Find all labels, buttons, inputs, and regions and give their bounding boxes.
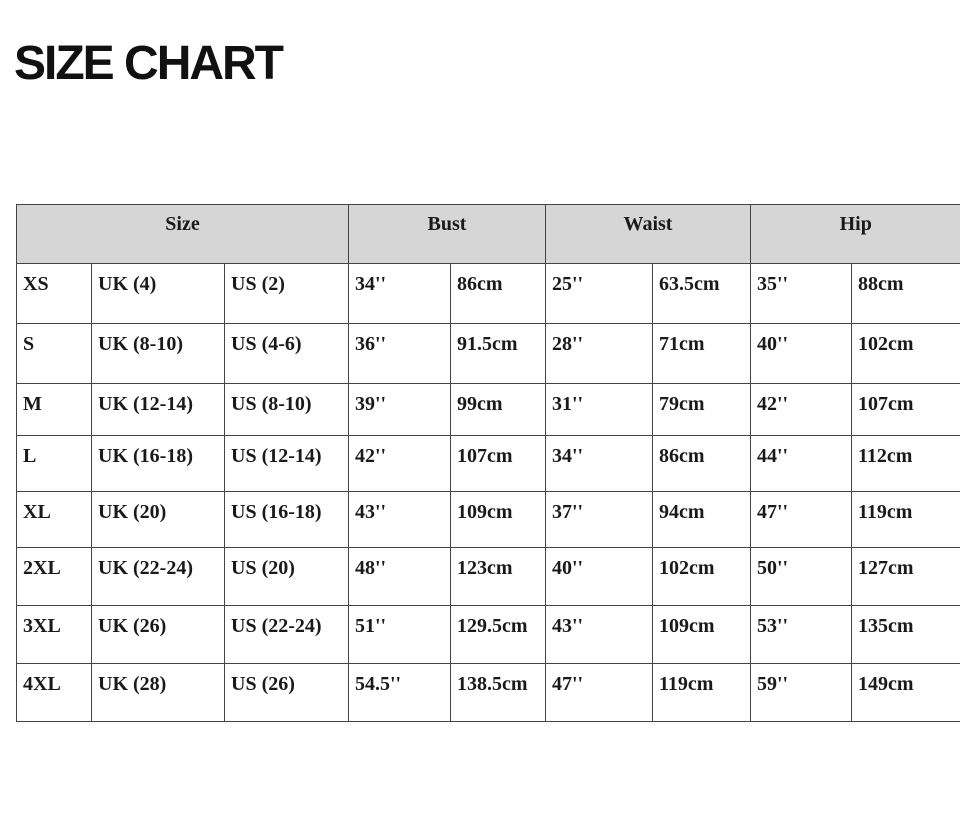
hip-inches-cell: 35'' xyxy=(751,264,852,324)
waist-inches-cell: 25'' xyxy=(546,264,653,324)
table-row xyxy=(17,436,960,492)
size-label-cell: L xyxy=(17,436,92,492)
size-label-cell: 2XL xyxy=(17,548,92,606)
hip-cm-cell: 119cm xyxy=(852,492,960,548)
table-row xyxy=(17,664,960,722)
hip-cm-cell: 112cm xyxy=(852,436,960,492)
waist-inches-cell: 47'' xyxy=(546,664,653,722)
size-label-cell: XS xyxy=(17,264,92,324)
bust-cm-cell: 99cm xyxy=(451,384,546,436)
hip-inches-cell: 53'' xyxy=(751,606,852,664)
uk-size-cell: UK (4) xyxy=(92,264,225,324)
header-hip: Hip xyxy=(751,205,960,264)
hip-inches-cell: 47'' xyxy=(751,492,852,548)
us-size-cell: US (20) xyxy=(225,548,349,606)
hip-cm-cell: 135cm xyxy=(852,606,960,664)
bust-inches-cell: 48'' xyxy=(349,548,451,606)
size-label-cell: S xyxy=(17,324,92,384)
hip-inches-cell: 42'' xyxy=(751,384,852,436)
header-size: Size xyxy=(17,205,349,264)
waist-inches-cell: 43'' xyxy=(546,606,653,664)
size-label-cell: M xyxy=(17,384,92,436)
bust-inches-cell: 42'' xyxy=(349,436,451,492)
waist-cm-cell: 94cm xyxy=(653,492,751,548)
table-header-row xyxy=(17,205,960,264)
waist-cm-cell: 86cm xyxy=(653,436,751,492)
bust-cm-cell: 91.5cm xyxy=(451,324,546,384)
uk-size-cell: UK (22-24) xyxy=(92,548,225,606)
uk-size-cell: UK (12-14) xyxy=(92,384,225,436)
us-size-cell: US (26) xyxy=(225,664,349,722)
hip-inches-cell: 50'' xyxy=(751,548,852,606)
bust-inches-cell: 54.5'' xyxy=(349,664,451,722)
waist-cm-cell: 102cm xyxy=(653,548,751,606)
bust-inches-cell: 36'' xyxy=(349,324,451,384)
hip-cm-cell: 88cm xyxy=(852,264,960,324)
hip-cm-cell: 149cm xyxy=(852,664,960,722)
us-size-cell: US (8-10) xyxy=(225,384,349,436)
waist-cm-cell: 63.5cm xyxy=(653,264,751,324)
bust-cm-cell: 123cm xyxy=(451,548,546,606)
waist-inches-cell: 34'' xyxy=(546,436,653,492)
bust-cm-cell: 138.5cm xyxy=(451,664,546,722)
hip-inches-cell: 59'' xyxy=(751,664,852,722)
hip-cm-cell: 127cm xyxy=(852,548,960,606)
table-row xyxy=(17,324,960,384)
waist-inches-cell: 28'' xyxy=(546,324,653,384)
uk-size-cell: UK (20) xyxy=(92,492,225,548)
us-size-cell: US (4-6) xyxy=(225,324,349,384)
waist-inches-cell: 31'' xyxy=(546,384,653,436)
us-size-cell: US (16-18) xyxy=(225,492,349,548)
us-size-cell: US (12-14) xyxy=(225,436,349,492)
bust-inches-cell: 43'' xyxy=(349,492,451,548)
header-bust: Bust xyxy=(349,205,546,264)
bust-cm-cell: 129.5cm xyxy=(451,606,546,664)
bust-inches-cell: 39'' xyxy=(349,384,451,436)
bust-inches-cell: 51'' xyxy=(349,606,451,664)
page-title: SIZE CHART xyxy=(14,37,282,90)
waist-cm-cell: 109cm xyxy=(653,606,751,664)
uk-size-cell: UK (26) xyxy=(92,606,225,664)
waist-cm-cell: 119cm xyxy=(653,664,751,722)
table-row xyxy=(17,548,960,606)
table-row xyxy=(17,264,960,324)
us-size-cell: US (22-24) xyxy=(225,606,349,664)
hip-cm-cell: 107cm xyxy=(852,384,960,436)
uk-size-cell: UK (28) xyxy=(92,664,225,722)
size-label-cell: 4XL xyxy=(17,664,92,722)
size-chart-table xyxy=(16,204,960,722)
waist-inches-cell: 37'' xyxy=(546,492,653,548)
uk-size-cell: UK (8-10) xyxy=(92,324,225,384)
table-row xyxy=(17,384,960,436)
table-row xyxy=(17,492,960,548)
bust-cm-cell: 109cm xyxy=(451,492,546,548)
hip-cm-cell: 102cm xyxy=(852,324,960,384)
uk-size-cell: UK (16-18) xyxy=(92,436,225,492)
size-label-cell: 3XL xyxy=(17,606,92,664)
bust-inches-cell: 34'' xyxy=(349,264,451,324)
bust-cm-cell: 107cm xyxy=(451,436,546,492)
bust-cm-cell: 86cm xyxy=(451,264,546,324)
hip-inches-cell: 40'' xyxy=(751,324,852,384)
table-body xyxy=(17,264,960,722)
us-size-cell: US (2) xyxy=(225,264,349,324)
size-label-cell: XL xyxy=(17,492,92,548)
waist-cm-cell: 79cm xyxy=(653,384,751,436)
header-waist: Waist xyxy=(546,205,751,264)
table-row xyxy=(17,606,960,664)
hip-inches-cell: 44'' xyxy=(751,436,852,492)
waist-cm-cell: 71cm xyxy=(653,324,751,384)
waist-inches-cell: 40'' xyxy=(546,548,653,606)
